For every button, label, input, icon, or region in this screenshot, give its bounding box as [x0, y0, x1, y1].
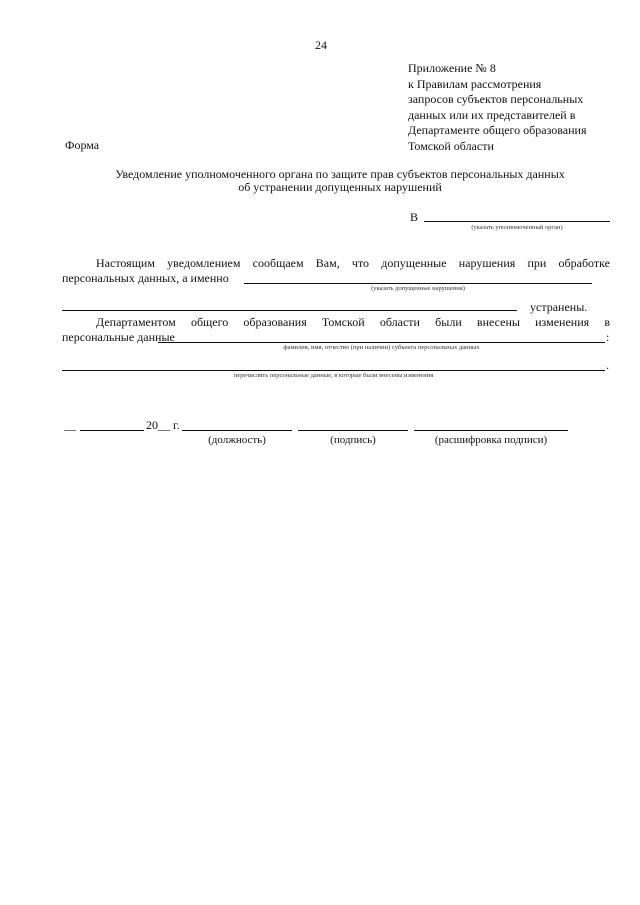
page-number: 24 — [315, 38, 327, 52]
para2-period: . — [606, 358, 609, 372]
appendix-line: Приложение № 8 — [408, 61, 496, 75]
changed-data-field-line[interactable] — [62, 370, 605, 371]
para1-line2: персональных данных, а именно — [62, 271, 229, 285]
para2-line2: персональные данные — [62, 330, 175, 344]
subject-name-field-line[interactable] — [158, 342, 605, 343]
position-label: (должность) — [208, 434, 266, 446]
signature-decoding-label: (расшифровка подписи) — [434, 434, 548, 446]
violations-field-line[interactable] — [244, 283, 592, 284]
violations-hint: (указать допущенные нарушения) — [371, 285, 465, 292]
para2-line1: Департаментом общего образования Томской области были внесены изменения в — [96, 315, 610, 329]
recipient-hint: (указать уполномоченный орган) — [471, 224, 563, 231]
appendix-line: Департаменте общего образования — [408, 123, 587, 137]
recipient-field-line[interactable] — [424, 221, 610, 222]
form-label: Форма — [65, 138, 100, 152]
para2-colon: : — [606, 330, 610, 344]
document-title-line2: об устранении допущенных нарушений — [238, 180, 442, 194]
date-day-blank: __ — [64, 418, 76, 432]
date-year-text: 20__ г. — [146, 418, 180, 432]
signature-field-line[interactable] — [298, 430, 408, 431]
para1-ending: устранены. — [530, 300, 588, 314]
subject-name-hint: фамилия, имя, отчество (при наличии) субъекта персональных данных — [283, 344, 480, 351]
signature-decoding-field-line[interactable] — [414, 430, 568, 431]
changed-data-hint: перечислить персональные данные, в которые были внесены изменения — [233, 372, 434, 379]
document-title-line1: Уведомление уполномоченного органа по защите прав субъектов персональных данных — [115, 167, 565, 181]
violations-field-line-2[interactable] — [62, 310, 517, 311]
appendix-line: данных или их представителей в — [408, 107, 576, 122]
date-month-field-line[interactable] — [80, 430, 144, 431]
appendix-line: запросов субъектов персональных — [408, 92, 584, 106]
position-field-line[interactable] — [182, 430, 292, 431]
recipient-prefix: В — [410, 210, 419, 224]
para1-line1: Настоящим уведомлением сообщаем Вам, что допущенные нарушения при обработке — [96, 256, 610, 270]
appendix-block — [408, 61, 586, 154]
appendix-line: Томской области — [408, 138, 494, 153]
appendix-line: к Правилам рассмотрения — [408, 76, 542, 91]
signature-label: (подпись) — [330, 434, 376, 446]
